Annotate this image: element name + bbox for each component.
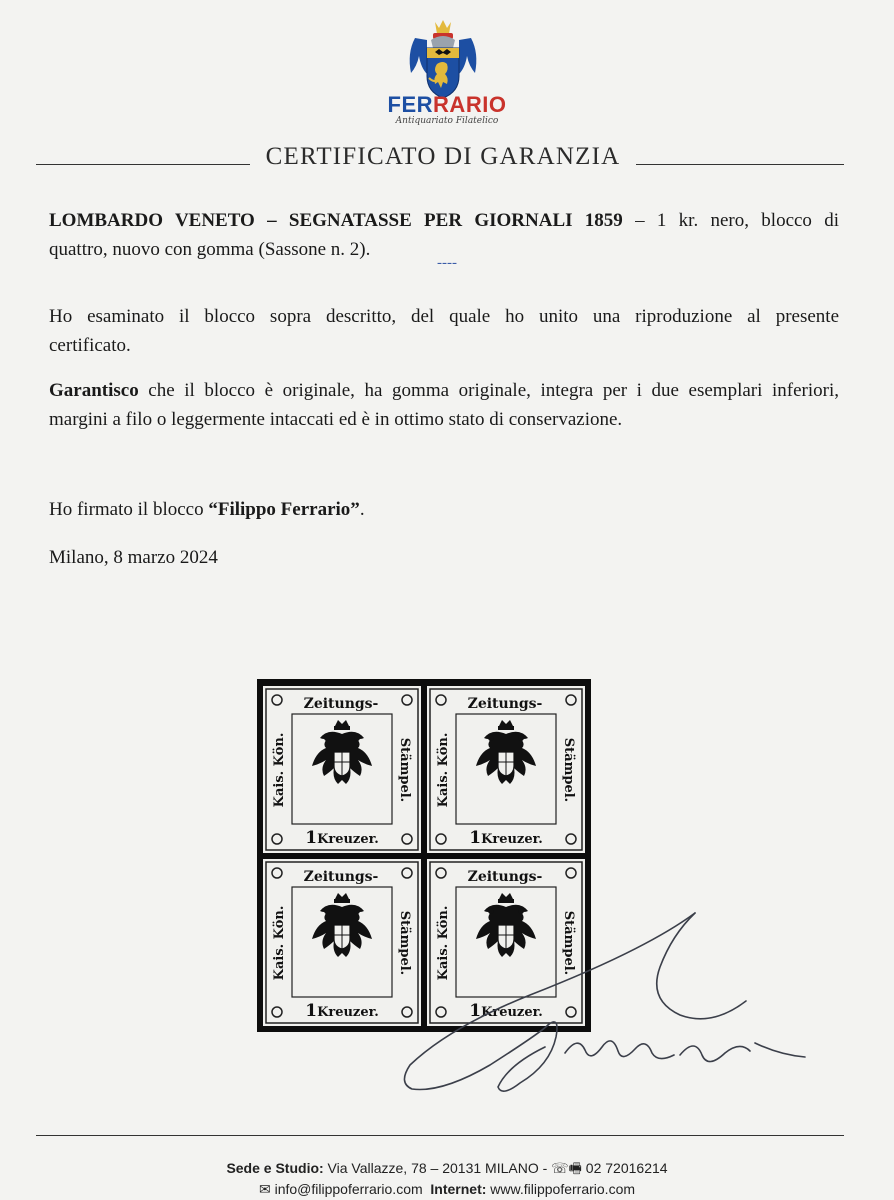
signed-statement bbox=[49, 495, 839, 524]
brand-tagline: Antiquariato Filatelico bbox=[395, 116, 499, 126]
brand-name-part2: RARIO bbox=[433, 92, 507, 117]
stamp-value-word: Kreuzer. bbox=[317, 832, 379, 847]
stamp-value-word: Kreuzer. bbox=[481, 1005, 543, 1020]
separator: ---- bbox=[437, 255, 457, 271]
stamp-left-text: Kais. Kön. bbox=[272, 905, 287, 981]
description-line-2: quattro, nuovo con gomma (Sassone n. 2). bbox=[49, 239, 371, 260]
stamp-top-left bbox=[263, 686, 421, 853]
stamp-left-text: Kais. Kön. bbox=[272, 732, 287, 808]
certificate-title: CERTIFICATO DI GARANZIA bbox=[265, 143, 621, 170]
footer-contact-line bbox=[0, 1181, 894, 1198]
stamp-top-text: Zeitungs- bbox=[303, 696, 379, 712]
description-line-1 bbox=[49, 206, 839, 235]
coat-of-arms-logo bbox=[405, 18, 481, 102]
footer-rule bbox=[36, 1135, 844, 1136]
guarantee-line-1 bbox=[49, 376, 839, 405]
stamp-value-number: 1 bbox=[469, 1001, 482, 1021]
stamp-top-text: Zeitungs- bbox=[467, 869, 543, 885]
phone-number: 02 72016214 bbox=[581, 1160, 668, 1176]
phone-fax-icon: ☏🖷 bbox=[551, 1160, 582, 1176]
svg-text:1Kreuzer. bbox=[469, 828, 543, 848]
stamp-value-word: Kreuzer. bbox=[481, 832, 543, 847]
brand-name-part1: FER bbox=[387, 92, 434, 117]
svg-text:1Kreuzer. bbox=[305, 828, 379, 848]
website-link[interactable]: www.filippoferrario.com bbox=[486, 1181, 636, 1197]
stamp-right-text: Stämpel. bbox=[397, 910, 412, 976]
brand-name bbox=[0, 92, 894, 118]
stamp-value-number: 1 bbox=[305, 828, 318, 848]
email-link[interactable]: info@filippoferrario.com bbox=[270, 1181, 423, 1197]
place-date: Milano, 8 marzo 2024 bbox=[49, 547, 218, 568]
title-rule-left bbox=[36, 164, 250, 165]
svg-text:1Kreuzer. bbox=[305, 1001, 379, 1021]
seat-label: Sede e Studio: bbox=[226, 1160, 324, 1176]
guarantee-rest: che il blocco è originale, ha gomma originale, integra per i due esemplari inferiori, bbox=[138, 380, 839, 401]
handwritten-signature bbox=[390, 905, 820, 1115]
title-rule-right bbox=[636, 164, 844, 165]
internet-label: Internet: bbox=[430, 1181, 487, 1197]
description-bold: LOMBARDO VENETO – SEGNATASSE PER GIORNALI 1859 bbox=[49, 210, 623, 231]
examination-line-2: certificato. bbox=[49, 335, 131, 356]
stamp-top-right bbox=[427, 686, 585, 853]
guarantee-line-2: margini a filo o leggermente intaccati ed è in ottimo stato di conservazione. bbox=[49, 409, 623, 430]
description-rest: – 1 kr. nero, blocco di bbox=[622, 210, 840, 231]
stamp-value-word: Kreuzer. bbox=[317, 1005, 379, 1020]
guarantee-bold: Garantisco bbox=[49, 380, 139, 401]
examination-line-1: Ho esaminato il blocco sopra descritto, del quale ho unito una riproduzione al presente bbox=[49, 306, 839, 327]
stamp-top-text: Zeitungs- bbox=[303, 869, 379, 885]
signed-suffix: . bbox=[359, 499, 365, 520]
envelope-icon: ✉ bbox=[258, 1181, 271, 1197]
stamp-left-text: Kais. Kön. bbox=[436, 905, 451, 981]
stamp-value-number: 1 bbox=[305, 1001, 318, 1021]
signed-prefix: Ho firmato il blocco bbox=[49, 499, 209, 520]
seat-address: Via Vallazze, 78 – 20131 MILANO - bbox=[323, 1160, 552, 1176]
stamp-right-text: Stämpel. bbox=[397, 737, 412, 803]
stamp-left-text: Kais. Kön. bbox=[436, 732, 451, 808]
stamp-top-text: Zeitungs- bbox=[467, 696, 543, 712]
stamp-right-text: Stämpel. bbox=[561, 737, 576, 803]
signed-name: “Filippo Ferrario” bbox=[208, 499, 360, 520]
stamp-right-text: Stämpel. bbox=[561, 910, 576, 976]
stamp-value-number: 1 bbox=[469, 828, 482, 848]
footer-address-line bbox=[0, 1158, 894, 1182]
